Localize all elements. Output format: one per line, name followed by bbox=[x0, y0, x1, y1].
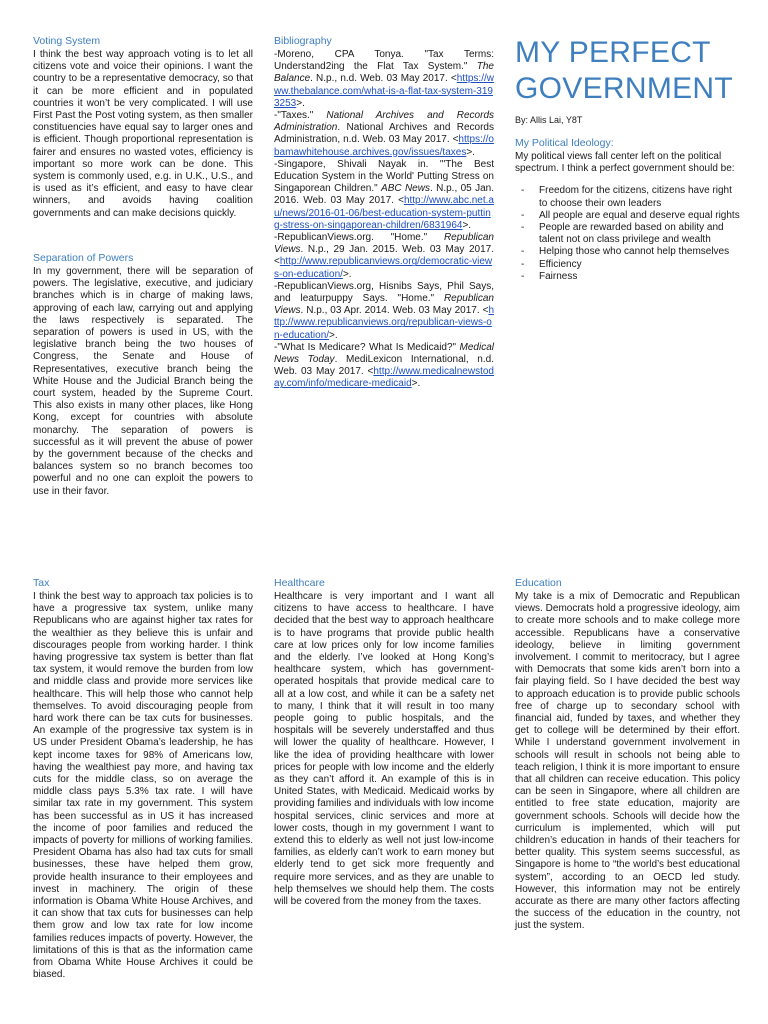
ideology-item-text: Helping those who cannot help themselves bbox=[539, 246, 730, 258]
bib-pre: -RepublicanViews.org, Hisnibs Says, Phil Says, and leaturpuppy Says. "Home." bbox=[274, 280, 494, 305]
bibliography-entry bbox=[274, 342, 494, 391]
bib-end: >. bbox=[329, 329, 338, 341]
bib-details: . N.p., 29 Jan. 2015. Web. 03 May 2017. < bbox=[274, 244, 494, 268]
tax-section bbox=[33, 577, 253, 982]
bib-link[interactable]: http://www.medicalnewstoday.com/info/medicare-medicaid bbox=[274, 366, 494, 390]
bib-pre: -Moreno, CPA Tonya. "Tax Terms: Understand2ing the Flat Tax System." bbox=[274, 49, 494, 73]
bib-pre: -Singapore, Shivali Nayak in. "'The Best Education System in the World' Putting Stress on Singaporean Children." bbox=[274, 158, 494, 195]
healthcare-heading: Healthcare bbox=[274, 577, 325, 589]
bibliography-section bbox=[274, 35, 494, 391]
ideology-item-text: People are rewarded based on ability and talent not on class privilege and wealth bbox=[539, 222, 724, 246]
bib-source-title: National Archives and Records Administration bbox=[274, 110, 495, 134]
dash-bullet-icon: - bbox=[521, 270, 525, 282]
bib-link[interactable]: http://www.republicanviews.org/democratic-views-on-education/ bbox=[274, 256, 493, 280]
page-title bbox=[515, 35, 740, 107]
byline: By: Allis Lai, Y8T bbox=[515, 115, 583, 125]
education-heading: Education bbox=[515, 577, 562, 589]
bibliography-list bbox=[274, 49, 494, 391]
bib-pre: -"Taxes." bbox=[274, 110, 327, 122]
bib-details: . N.p., 05 Jan. 2016. Web. 03 May 2017. < bbox=[274, 183, 494, 207]
bib-details: . N.p., 03 Apr. 2014. Web. 03 May 2017. < bbox=[300, 305, 489, 317]
bib-pre: -"What Is Medicare? What Is Medicaid?" bbox=[274, 341, 460, 353]
ideology-intro: My political views fall center left on the political spectrum. I think a perfect government should be: bbox=[515, 151, 735, 175]
voting-text: I think the best way approach voting is to let all citizens vote and voice their opinions. I want the country to be a representative democracy, so that it can be more efficient and in populated countries it won’t be very complicated. I will use First Past the Post voting system, as then smaller constituencies have equal say to larger ones and is efficient. Though proportional representation is fairer and ensures no wasted votes, efficiency is important so more work can be done. This system is commonly used, e.g. in U.K., U.S., and is used as it’s efficient, and easy to have clear winners, and avoids having coalition governments and can make decisions quickly. bbox=[33, 49, 253, 219]
bib-source-title: The Balance bbox=[274, 61, 494, 85]
dash-bullet-icon: - bbox=[521, 185, 525, 197]
bib-source-title: Medical News Today bbox=[274, 341, 494, 366]
bib-link[interactable]: http://www.abc.net.au/news/2016-01-06/best-education-system-putting-stress-on-singaporean-children/6831964 bbox=[274, 195, 494, 231]
ideology-list-item bbox=[515, 259, 740, 271]
title-line-1: MY PERFECT bbox=[515, 36, 711, 69]
healthcare-section bbox=[274, 577, 494, 908]
ideology-list-item bbox=[515, 222, 740, 246]
dash-bullet-icon: - bbox=[521, 246, 525, 258]
bib-end: >. bbox=[466, 146, 475, 158]
bib-link[interactable]: https://obamawhitehouse.archives.gov/issues/taxes bbox=[274, 134, 494, 158]
bib-link[interactable]: https://www.thebalance.com/what-is-a-flat-tax-system-3193253 bbox=[274, 73, 494, 109]
ideology-item-text: Freedom for the citizens, citizens have right to choose their own leaders bbox=[539, 185, 732, 209]
education-section bbox=[515, 577, 740, 933]
education-text: My take is a mix of Democratic and Republican views. Democrats hold a progressive ideology, aim to create more schools and to make college more accessible. Republicans have a conservative ideology, believe in limiting government involvement. I commit to meritocracy, but I agree with Democrats that some kids aren’t born into a fair playing field. So I have decided the best way to approach education is to provide public schools free of charge up to secondary school with financial aid, funded by taxes, and whether they get to college will be determined by their effort. While I understand government involvement in schools will result in schools not being able to teach religion, I think it is more important to ensure that all children can receive education. This policy can be seen in Singapore, where all children are entitled to free state education, majority are government schools. Schools will decide how the curriculum is implemented, which will put children’s education in hands of their teachers for better quality. This system seems successful, as Singapore is home to “the world’s best educational system”, according to an OECD led study. However, this information may not be entirely accurate as there are many other factors affecting the success of the education in the country, not just the system. bbox=[515, 591, 740, 932]
separation-text: In my government, there will be separation of powers. The legislative, executive, and judiciary branches which is in charge of making laws, approving of each law, carrying out and applying the laws respectively is separated. The separation of powers is used in US, with the legislative branch being the two houses of Congress, the Senate and House of Representatives, executive branch being the White House and the Judicial Branch being the court system, headed by the Supreme Court. This also exists in many other places, like Hong Kong, except for countries with absolute monarchy. The separation of powers is successful as it will prevent the abuse of power by the government because of the checks and balances system so no branch becomes too powerful and no one can exploit the powers to use in their favor. bbox=[33, 266, 253, 497]
dash-bullet-icon: - bbox=[521, 258, 525, 270]
bib-source-title: Republican Views bbox=[274, 293, 494, 317]
bibliography-entry bbox=[274, 281, 494, 342]
ideology-list-item bbox=[515, 246, 740, 258]
title-line-2: GOVERNMENT bbox=[515, 72, 734, 105]
separation-section bbox=[33, 252, 253, 498]
bibliography-entry bbox=[274, 110, 494, 159]
bibliography-heading: Bibliography bbox=[274, 35, 332, 47]
bib-details: . MediLexicon International, n.d. Web. 03 May 2017. < bbox=[274, 354, 494, 378]
voting-section bbox=[33, 35, 253, 220]
bibliography-entry bbox=[274, 232, 494, 281]
ideology-item-text: Fairness bbox=[539, 270, 578, 282]
ideology-list bbox=[515, 185, 740, 283]
bib-end: >. bbox=[296, 97, 305, 109]
ideology-heading: My Political Ideology: bbox=[515, 137, 614, 149]
title-section bbox=[515, 35, 740, 283]
bib-details: . N.p., n.d. Web. 03 May 2017. < bbox=[310, 73, 457, 85]
bib-end: >. bbox=[462, 219, 472, 231]
bib-end: >. bbox=[411, 378, 421, 390]
voting-heading: Voting System bbox=[33, 35, 101, 47]
bibliography-entry bbox=[274, 49, 494, 110]
ideology-list-item bbox=[515, 210, 740, 222]
ideology-item-text: All people are equal and deserve equal rights bbox=[539, 209, 740, 221]
healthcare-text: Healthcare is very important and I want all citizens to have access to healthcare. I have decided that the best way to approach healthcare is to have programs that provide public health care at low prices only for low income families and the elderly. I’ve looked at Hong Kong’s healthcare system, which has government-operated hospitals that provide medical care to all at a low cost, and while it can be a safety net to many, I think that it will result in too many people going to public hospitals, and the hospitals will be severely understaffed and thus will lower the quality of healthcare. However, I like the idea of providing healthcare with lower prices for people with low income and the elderly as they can’t afford it. An example of this is in United States, with Medicaid. Medicaid works by providing families and individuals with low income hospital services, clinic services and more at lower costs, though in my government I want to extend this to elderly as well not just low-income families, as elderly can’t work to earn money but elderly tend to get sick more frequently and require more services, and as they are unable to help themselves we should help them. The costs will be covered from the money from the taxes. bbox=[274, 591, 494, 908]
bib-pre: -RepublicanViews.org. "Home." bbox=[274, 232, 444, 244]
separation-heading: Separation of Powers bbox=[33, 252, 134, 264]
ideology-list-item bbox=[515, 185, 740, 209]
dash-bullet-icon: - bbox=[521, 222, 525, 234]
bib-source-title: ABC News bbox=[381, 183, 430, 195]
ideology-list-item bbox=[515, 271, 740, 283]
bib-end: >. bbox=[342, 268, 352, 280]
bib-link[interactable]: http://www.republicanviews.org/republican-views-on-education/ bbox=[274, 305, 494, 341]
tax-heading: Tax bbox=[33, 577, 50, 589]
bib-source-title: Republican Views bbox=[274, 232, 494, 256]
bibliography-entry bbox=[274, 159, 494, 232]
ideology-item-text: Efficiency bbox=[539, 258, 582, 270]
tax-text: I think the best way to approach tax policies is to have a progressive tax system, unlike many Republicans who are against higher tax rates for the wealthier as they believe this is unfair and discourages people from working harder. I think having progressive tax system is better than flat tax system, it would remove the burden from low and middle class and provide more services like healthcare. This will help those who cannot help themselves. To avoid discouraging people from hard work there can be tax cuts for businesses. An example of the progressive tax system is in US under President Obama’s leadership, he has kept income taxes for 98% of Americans low, having the wealthiest pay more, and having tax cuts for the middle class, so on average the middle class pays 5.3% tax rate. I will have similar tax rate in my government. This system has been successful as in US it has increased the income of poor families and reduced the impacts of poverty for millions of working families. President Obama has also had tax cuts for small businesses, these have helped them grow, provide health insurance to their employees and invest in machinery. The origin of these information is Obama White House Archives, and it can show that tax cuts for businesses can help them grow and low tax rate for low income families reduces impacts of poverty. However, the limitations of this is that as the information came from Obama White House Archives it could be biased. bbox=[33, 591, 253, 981]
bib-details: . National Archives and Records Administration, n.d. Web. 03 May 2017. < bbox=[274, 122, 494, 146]
dash-bullet-icon: - bbox=[521, 209, 525, 221]
